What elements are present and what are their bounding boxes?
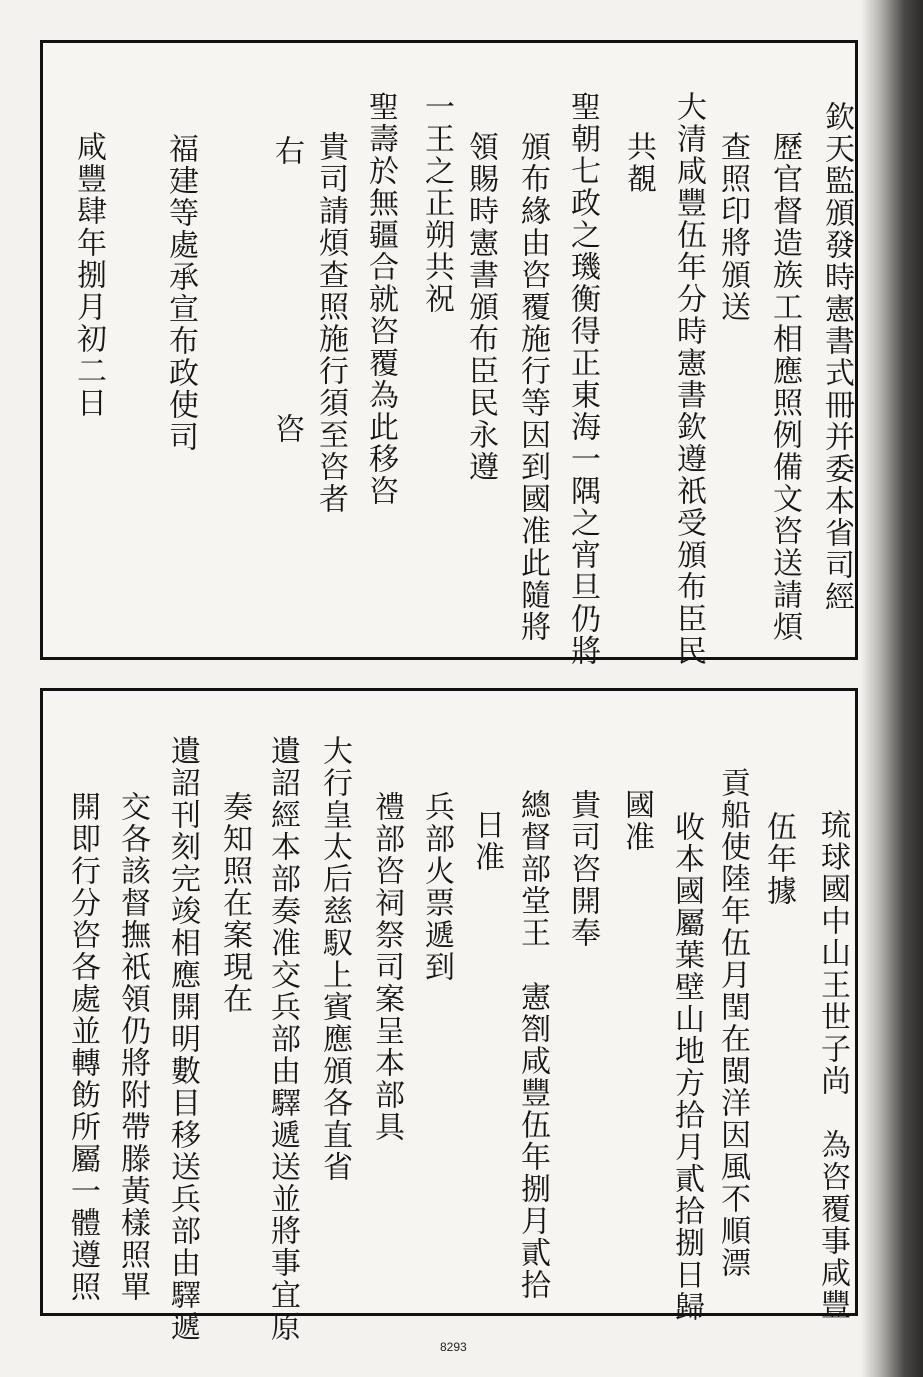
text-column: 交各該督撫祇領仍將附帶滕黃樣照單 [115, 791, 150, 1303]
text-column: 收本國屬葉壁山地方拾月貳拾捌日歸 [669, 811, 704, 1323]
text-column: 遺詔刊刻完竣相應開明數目移送兵部由驛遞 [165, 735, 200, 1343]
text-column: 禮部咨祠祭司案呈本部具 [369, 791, 404, 1143]
text-column: 一王之正朔共祝 [419, 91, 454, 315]
text-column: 貢船使陸年伍月閏在閩洋因風不順漂 [715, 767, 750, 1279]
text-column: 貴司請煩查照施行須至咨者 [313, 131, 348, 515]
text-column: 聖壽於無疆合就咨覆為此移咨 [363, 91, 398, 507]
text-column: 大行皇太后慈馭上賓應頒各直省 [317, 735, 352, 1183]
lower-document-panel [40, 688, 858, 1343]
text-column: 共覩 [621, 131, 656, 195]
text-column: 伍年據 [761, 811, 796, 907]
text-column: 歷官督造族工相應照例備文咨送請煩 [767, 131, 802, 643]
text-column: 咸豐肆年捌月初二日 [71, 131, 106, 419]
text-column: 大清咸豐伍年分時憲書欽遵祇受頒布臣民 [671, 91, 706, 667]
text-column: 欽天監頒發時憲書式冊并委本省司經 [819, 101, 854, 613]
text-column: 總督部堂王 憲劄咸豐伍年捌月貳拾 [515, 789, 550, 1301]
text-column: 貴司咨開奉 [565, 789, 600, 949]
upper-document-panel [40, 40, 858, 667]
text-column: 領賜時憲書頒布臣民永遵 [463, 131, 498, 483]
text-column: 開即行分咨各處並轉飭所屬一體遵照 [65, 791, 100, 1303]
text-column: 日准 [469, 809, 504, 873]
text-column: 遺詔經本部奏准交兵部由驛遞送並將事宜原 [265, 735, 300, 1343]
text-column: 福建等處承宣布政使司 [163, 133, 198, 453]
text-column: 咨 [269, 413, 304, 445]
text-column: 聖朝七政之璣衡得正東海一隅之宵旦仍將 [565, 91, 600, 667]
text-column: 頒布緣由咨覆施行等因到國准此隨將 [515, 131, 550, 643]
page-number: 8293 [440, 1340, 467, 1354]
text-column: 國准 [619, 789, 654, 853]
text-column: 兵部火票遞到 [419, 791, 454, 983]
book-spine-shadow [861, 0, 923, 1377]
text-column: 查照印將頒送 [715, 131, 750, 323]
text-column: 琉球國中山王世子尚 為咨覆事咸豐 [815, 809, 850, 1321]
text-column: 奏知照在案現在 [217, 791, 252, 1015]
text-column: 右 [269, 135, 304, 167]
